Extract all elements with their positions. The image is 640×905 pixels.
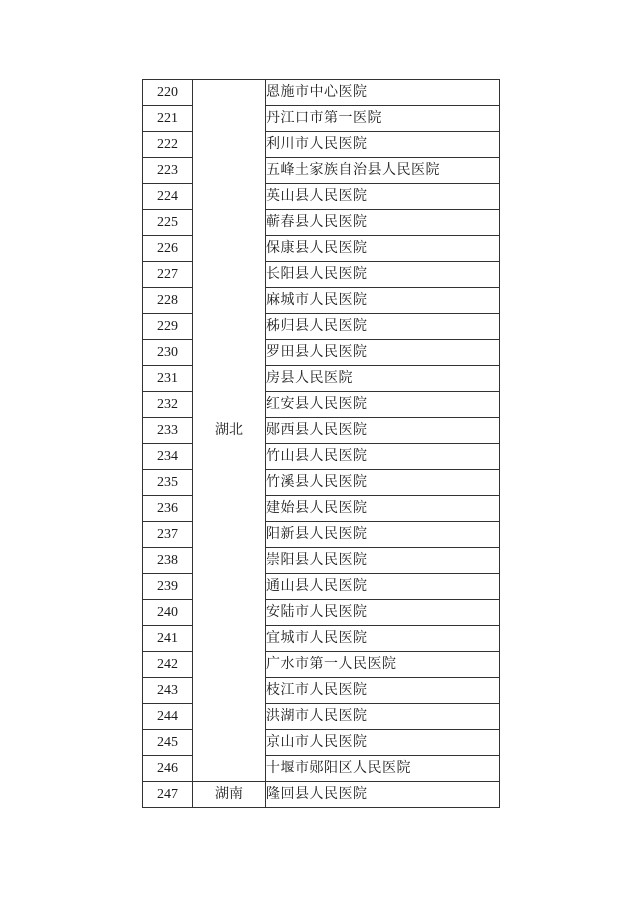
row-number-cell: 229 [143, 314, 193, 340]
hospital-name-cell: 保康县人民医院 [266, 236, 500, 262]
row-number-cell: 238 [143, 548, 193, 574]
row-number-cell: 226 [143, 236, 193, 262]
province-cell: 湖北 [193, 80, 266, 782]
row-number-cell: 240 [143, 600, 193, 626]
hospital-name-cell: 丹江口市第一医院 [266, 106, 500, 132]
row-number-cell: 237 [143, 522, 193, 548]
row-number-cell: 234 [143, 444, 193, 470]
row-number-cell: 242 [143, 652, 193, 678]
hospital-name-cell: 崇阳县人民医院 [266, 548, 500, 574]
hospital-table-body [143, 80, 500, 808]
hospital-name-cell: 建始县人民医院 [266, 496, 500, 522]
row-number-cell: 245 [143, 730, 193, 756]
hospital-table [142, 79, 500, 808]
row-number-cell: 231 [143, 366, 193, 392]
row-number-cell: 243 [143, 678, 193, 704]
hospital-name-cell: 房县人民医院 [266, 366, 500, 392]
hospital-name-cell: 广水市第一人民医院 [266, 652, 500, 678]
hospital-name-cell: 洪湖市人民医院 [266, 704, 500, 730]
row-number-cell: 223 [143, 158, 193, 184]
hospital-name-cell: 京山市人民医院 [266, 730, 500, 756]
hospital-name-cell: 利川市人民医院 [266, 132, 500, 158]
hospital-name-cell: 红安县人民医院 [266, 392, 500, 418]
table-row [143, 782, 500, 808]
row-number-cell: 247 [143, 782, 193, 808]
hospital-name-cell: 安陆市人民医院 [266, 600, 500, 626]
row-number-cell: 230 [143, 340, 193, 366]
hospital-name-cell: 十堰市郧阳区人民医院 [266, 756, 500, 782]
hospital-name-cell: 枝江市人民医院 [266, 678, 500, 704]
hospital-name-cell: 郧西县人民医院 [266, 418, 500, 444]
hospital-name-cell: 竹山县人民医院 [266, 444, 500, 470]
hospital-name-cell: 秭归县人民医院 [266, 314, 500, 340]
row-number-cell: 241 [143, 626, 193, 652]
province-cell: 湖南 [193, 782, 266, 808]
row-number-cell: 232 [143, 392, 193, 418]
hospital-name-cell: 英山县人民医院 [266, 184, 500, 210]
row-number-cell: 233 [143, 418, 193, 444]
hospital-name-cell: 罗田县人民医院 [266, 340, 500, 366]
row-number-cell: 225 [143, 210, 193, 236]
row-number-cell: 236 [143, 496, 193, 522]
hospital-name-cell: 五峰土家族自治县人民医院 [266, 158, 500, 184]
row-number-cell: 224 [143, 184, 193, 210]
hospital-name-cell: 阳新县人民医院 [266, 522, 500, 548]
row-number-cell: 221 [143, 106, 193, 132]
table-row [143, 80, 500, 106]
hospital-name-cell: 通山县人民医院 [266, 574, 500, 600]
hospital-name-cell: 长阳县人民医院 [266, 262, 500, 288]
hospital-name-cell: 蕲春县人民医院 [266, 210, 500, 236]
hospital-name-cell: 恩施市中心医院 [266, 80, 500, 106]
row-number-cell: 239 [143, 574, 193, 600]
row-number-cell: 246 [143, 756, 193, 782]
hospital-name-cell: 宜城市人民医院 [266, 626, 500, 652]
hospital-name-cell: 竹溪县人民医院 [266, 470, 500, 496]
row-number-cell: 228 [143, 288, 193, 314]
row-number-cell: 220 [143, 80, 193, 106]
row-number-cell: 244 [143, 704, 193, 730]
row-number-cell: 227 [143, 262, 193, 288]
row-number-cell: 235 [143, 470, 193, 496]
hospital-name-cell: 隆回县人民医院 [266, 782, 500, 808]
row-number-cell: 222 [143, 132, 193, 158]
hospital-name-cell: 麻城市人民医院 [266, 288, 500, 314]
